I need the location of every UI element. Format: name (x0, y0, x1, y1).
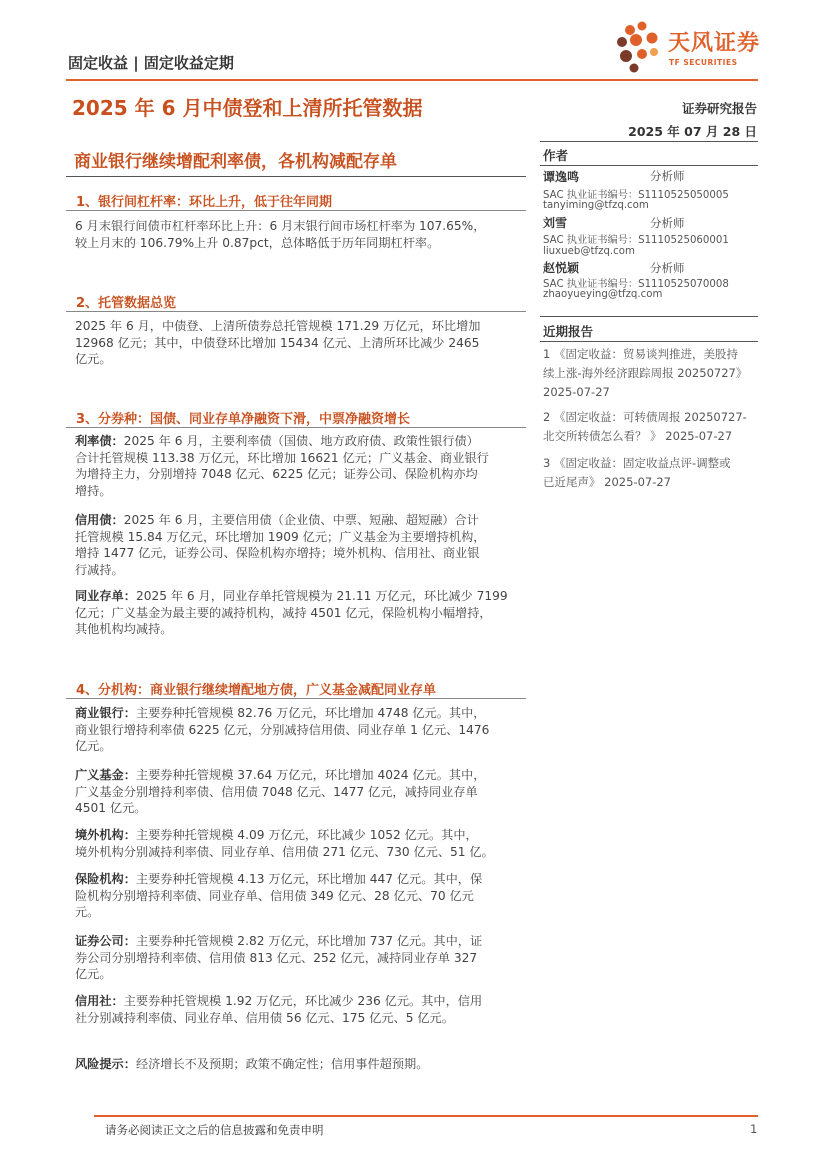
body-line: 亿元；广义基金为最主要的减持机构，减持 4501 亿元，保险机构小幅增持， (75, 605, 492, 620)
recent-report-line: 续上涨-海外经济跟踪周报 20250727》 (543, 366, 748, 380)
body-line: 为增持主力，分别增持 7048 亿元、6225 亿元；证券公司、保险机构亦均 (75, 467, 478, 481)
recent-report-item[interactable] (543, 408, 758, 446)
recent-report-line: 2025-07-27 (543, 385, 610, 399)
section-3-heading: 3、分券种：国债、同业存单净融资下滑，中票净融资增长 (76, 412, 411, 427)
recent-report-item[interactable] (543, 454, 758, 492)
logo-text-en: TF SECURITIES (669, 58, 738, 67)
report-type: 证券研究报告 (681, 101, 757, 116)
body-line: 主要券种托管规模 82.76 万亿元，环比增加 4748 亿元。其中， (135, 706, 486, 720)
recent-reports-rule (540, 341, 758, 342)
section-4-rule (66, 698, 526, 699)
sidebar-rule (540, 316, 758, 317)
body-line: 亿元。 (75, 352, 112, 366)
section-2-heading: 2、托管数据总览 (76, 296, 177, 311)
author-name: 谭逸鸣 (543, 170, 580, 184)
body-line: 2025 年 6 月，主要信用债（企业债、中票、短融、超短融）合计 (123, 513, 479, 527)
ncd-paragraph (75, 588, 522, 638)
body-line: 合计托管规模 113.38 万亿元，环比增加 16621 亿元；广义基金、商业银行 (75, 450, 489, 465)
footer-rule (94, 1115, 758, 1117)
body-line: 主要券种托管规模 4.09 万亿元，环比减少 1052 亿元。其中， (135, 828, 478, 842)
body-line: 境外机构分别减持利率债、同业存单、信用债 271 亿元、730 亿元、51 亿。 (75, 844, 494, 859)
body-line: 托管规模 15.84 万亿元，环比增加 1909 亿元；广义基金为主要增持机构， (75, 529, 486, 544)
recent-report-line: 1 《固定收益：贸易谈判推进，美股持 (543, 347, 738, 361)
authors-heading: 作者 (543, 148, 569, 163)
author-name: 刘雪 (543, 216, 568, 230)
securities-firm-paragraph (75, 933, 522, 983)
authors-rule (540, 165, 758, 166)
subtitle-rule (66, 176, 526, 177)
section-2-rule (66, 311, 526, 312)
recent-report-line: 2 《固定收益：可转债周报 20250727- (543, 410, 747, 424)
recent-report-item[interactable] (543, 345, 758, 402)
page-number: 1 (750, 1122, 758, 1136)
section-2-body (75, 318, 522, 368)
body-line: 亿元。 (75, 967, 112, 981)
body-line: 主要券种托管规模 1.92 万亿元，环比减少 236 亿元。其中，信用 (123, 994, 483, 1008)
commercial-bank-paragraph (75, 705, 522, 755)
body-line: 其他机构均减持。 (75, 622, 173, 636)
body-line: 险机构分别增持利率债、同业存单、信用债 349 亿元、28 亿元、70 亿元 (75, 888, 474, 903)
section-1-heading: 1、银行间杠杆率：环比上升，低于往年同期 (76, 195, 333, 210)
section-1-rule (66, 210, 526, 211)
author-email[interactable]: zhaoyueying@tfzq.com (543, 289, 663, 300)
recent-report-line: 已近尾声》 2025-07-27 (543, 475, 671, 489)
header-rule (66, 79, 758, 81)
author-role: 分析师 (650, 261, 685, 275)
author-sac: SAC 执业证书编号：S1110525060001 (543, 235, 729, 246)
body-line: 2025 年 6 月，中债登、上清所债券总托管规模 171.29 万亿元，环比增加 (75, 319, 481, 333)
body-line: 6 月末银行间债市杠杆率环比上升：6 月末银行间市场杠杆率为 107.65%， (75, 219, 486, 233)
paragraph-lead: 保险机构： (75, 872, 136, 886)
body-line: 增持。 (75, 483, 112, 498)
body-line: 12968 亿元；其中，中债登环比增加 15434 亿元、上清所环比减少 2465 (75, 335, 480, 350)
report-date: 2025 年 07 月 28 日 (628, 124, 757, 139)
page-subtitle: 商业银行继续增配利率债，各机构减配存单 (74, 152, 397, 172)
body-line: 行减持。 (75, 562, 124, 577)
paragraph-lead: 利率债： (75, 434, 124, 448)
page-title: 2025 年 6 月中债登和上清所托管数据 (72, 96, 423, 120)
broad-fund-paragraph (75, 767, 522, 817)
author-role: 分析师 (650, 169, 685, 183)
recent-report-line: 3 《固定收益：固定收益点评-调整或 (543, 456, 731, 470)
section-1-body (75, 218, 522, 251)
credit-bond-paragraph (75, 512, 522, 578)
paragraph-lead: 同业存单： (75, 589, 136, 603)
risk-text: 经济增长不及预期；政策不确定性；信用事件超预期。 (135, 1057, 429, 1071)
insurance-paragraph (75, 871, 522, 921)
author-role: 分析师 (650, 216, 685, 230)
body-line: 2025 年 6 月，同业存单托管规模为 21.11 万亿元，环比减少 7199 (135, 589, 508, 603)
paragraph-lead: 境外机构： (75, 828, 136, 842)
section-3-rule (66, 427, 526, 428)
paragraph-lead: 信用债： (75, 513, 124, 527)
body-line: 增持 1477 亿元，证券公司、保险机构亦增持；境外机构、信用社、商业银 (75, 546, 480, 560)
author-sac: SAC 执业证书编号：S1110525070008 (543, 279, 729, 290)
risk-warning (75, 1056, 522, 1073)
author-email[interactable]: liuxueb@tfzq.com (543, 246, 635, 257)
body-line: 商业银行增持利率债 6225 亿元，分别减持信用债、同业存单 1 亿元、1476 (75, 722, 490, 737)
sidebar-top-rule (540, 141, 758, 142)
body-line: 元。 (75, 905, 100, 919)
body-line: 主要券种托管规模 4.13 万亿元，环比增加 447 亿元。其中，保 (135, 872, 483, 886)
risk-lead: 风险提示： (75, 1057, 136, 1071)
logo-text-cn: 天风证券 (668, 31, 761, 56)
paragraph-lead: 广义基金： (75, 768, 136, 782)
section-4-heading: 4、分机构：商业银行继续增配地方债，广义基金减配同业存单 (76, 683, 437, 698)
author-name: 赵悦颖 (543, 261, 580, 275)
paragraph-lead: 商业银行： (75, 706, 136, 720)
recent-report-line: 北交所转债怎么看？ 》 2025-07-27 (543, 429, 733, 443)
body-line: 广义基金分别增持利率债、信用债 7048 亿元、1477 亿元，减持同业存单 (75, 784, 478, 799)
credit-coop-paragraph (75, 993, 522, 1026)
paragraph-lead: 证券公司： (75, 934, 136, 948)
footer-disclaimer: 请务必阅读正文之后的信息披露和免责申明 (105, 1123, 324, 1137)
body-line: 社分别减持利率债、同业存单、信用债 56 亿元、175 亿元、5 亿元。 (75, 1010, 454, 1025)
body-line: 主要券种托管规模 2.82 万亿元，环比增加 737 亿元。其中，证 (135, 934, 483, 948)
paragraph-lead: 信用社： (75, 994, 124, 1008)
body-line: 主要券种托管规模 37.64 万亿元，环比增加 4024 亿元。其中， (135, 768, 486, 782)
author-sac: SAC 执业证书编号：S1110525050005 (543, 190, 729, 201)
body-line: 亿元。 (75, 739, 112, 753)
report-category: 固定收益 | 固定收益定期 (68, 54, 234, 72)
body-line: 4501 亿元。 (75, 801, 147, 815)
foreign-institution-paragraph (75, 827, 522, 860)
rate-bond-paragraph (75, 433, 522, 499)
body-line: 2025 年 6 月，主要利率债（国债、地方政府债、政策性银行债） (123, 434, 479, 448)
body-line: 较上月末的 106.79%上升 0.87pct，总体略低于历年同期杠杆率。 (75, 235, 440, 250)
author-email[interactable]: tanyiming@tfzq.com (543, 200, 649, 211)
body-line: 券公司分别增持利率债、信用债 813 亿元、252 亿元，减持同业存单 327 (75, 950, 478, 965)
recent-reports-heading: 近期报告 (543, 324, 594, 339)
